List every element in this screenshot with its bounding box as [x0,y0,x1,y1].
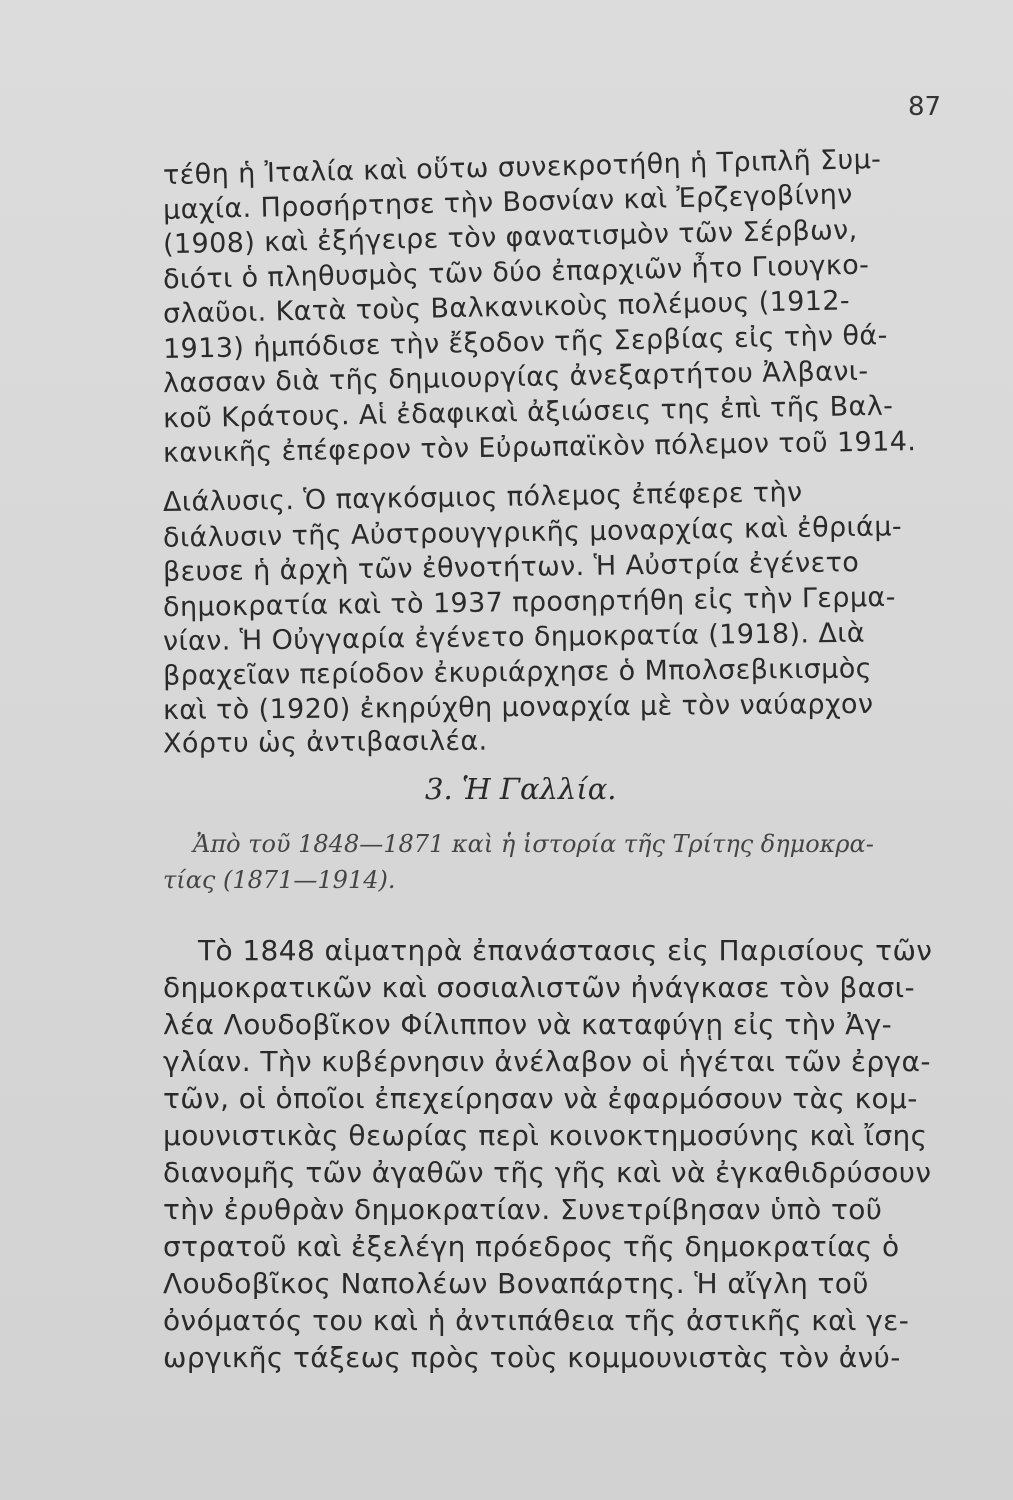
text-line: δημοκρατία καὶ τὸ 1937 προσηρτήθη εἰς τὴν Γερμα- [162,581,896,624]
text-line: βευσε ἡ ἀρχὴ τῶν ἐθνοτήτων. Ἡ Αὐστρία ἐγένετο [162,547,860,588]
text-line: λέα Λουδοβῖκον Φίλιππον νὰ καταφύγῃ εἰς τὴν Ἀγ- [163,1008,893,1041]
text-line: λασσαν διὰ τῆς δημιουργίας ἀνεξαρτήτου Ἀλβανι- [162,355,869,400]
text-line: βραχεῖαν περίοδον ἐκυριάρχησε ὁ Μπολσεβικισμὸς [162,653,873,692]
text-line: τῶν, οἱ ὁποῖοι ἐπεχείρησαν νὰ ἐφαρμόσουν τὰς κομ- [163,1082,918,1115]
text-line: ὀνόματός του καὶ ἡ ἀντιπάθεια τῆς ἀστικῆς καὶ γε- [163,1304,910,1337]
text-line: τὴν ἐρυθρὰν δημοκρατίαν. Συνετρίβησαν ὑπὸ τοῦ [163,1193,883,1226]
subtitle-line: τίας (1871—1914). [163,866,396,894]
text-line: γλίαν. Τὴν κυβέρνησιν ἀνέλαβον οἱ ἡγέται τῶν ἐργα- [163,1045,931,1078]
text-line: κανικῆς ἐπέφερον τὸν Εὐρωπαϊκὸν πόλεμον τοῦ 1914. [162,426,917,469]
text-line: διότι ὁ πληθυσμὸς τῶν δύο ἐπαρχιῶν ἦτο Γιουγκο- [162,249,870,296]
text-line: ωργικῆς τάξεως πρὸς τοὺς κομμουνιστὰς τὸν ἀνύ- [163,1341,901,1374]
text-line: κοῦ Κράτους. Αἱ ἐδαφικαὶ ἀξιώσεις της ἐπὶ τῆς Βαλ- [162,390,894,435]
subtitle-line: Ἀπὸ τοῦ 1848—1871 καὶ ἡ ἱστορία τῆς Τρίτης δημοκρα- [193,830,874,858]
text-line: μουνιστικὰς θεωρίας περὶ κοινοκτημοσύνης καὶ ἴσης [163,1119,928,1152]
text-line: (1908) καὶ ἐξήγειρε τὸν φανατισμὸν τῶν Σέρβων, [162,214,858,261]
text-line: διάλυσιν τῆς Αὐστρουγγρικῆς μοναρχίας καὶ ἐθριάμ- [162,511,903,554]
text-line: δημοκρατικῶν καὶ σοσιαλιστῶν ἠνάγκασε τὸν βασι- [163,971,916,1004]
text-line: διανομῆς τῶν ἀγαθῶν τῆς γῆς καὶ νὰ ἐγκαθιδρύσουν [163,1156,932,1189]
text-line: τέθη ἡ Ἰταλία καὶ οὕτω συνεκροτήθη ἡ Τριπλῆ Συμ- [162,143,882,192]
page-number: 87 [908,92,942,122]
section-heading: 3. Ἡ Γαλλία. [425,772,617,806]
text-line: Χόρτυ ὡς ἀντιβασιλέα. [162,725,488,760]
text-line: Τὸ 1848 αἱματηρὰ ἐπανάστασις εἰς Παρισίους τῶν [198,934,933,967]
text-line: Διάλυσις. Ὁ παγκόσμιος πόλεμος ἐπέφερε τὴν [162,476,803,519]
text-line: στρατοῦ καὶ ἐξελέγη πρόεδρος τῆς δημοκρατίας ὁ [163,1230,900,1263]
text-line: σλαῦοι. Κατὰ τοὺς Βαλκανικοὺς πολέμους (1912- [162,285,851,330]
text-line: μαχία. Προσήρτησε τὴν Βοσνίαν καὶ Ἐρζεγοβίνην [162,179,853,226]
text-line: 1913) ἠμπόδισε τὴν ἔξοδον τῆς Σερβίας εἰς τὴν θά- [162,320,889,365]
text-line: καὶ τὸ (1920) ἐκηρύχθη μοναρχία μὲ τὸν ναύαρχον [162,688,874,727]
text-line: νίαν. Ἡ Οὐγγαρία ἐγένετο δημοκρατία (1918). Διὰ [162,617,866,658]
text-line: Λουδοβῖκος Ναπολέων Βοναπάρτης. Ἡ αἴγλη τοῦ [163,1267,869,1300]
